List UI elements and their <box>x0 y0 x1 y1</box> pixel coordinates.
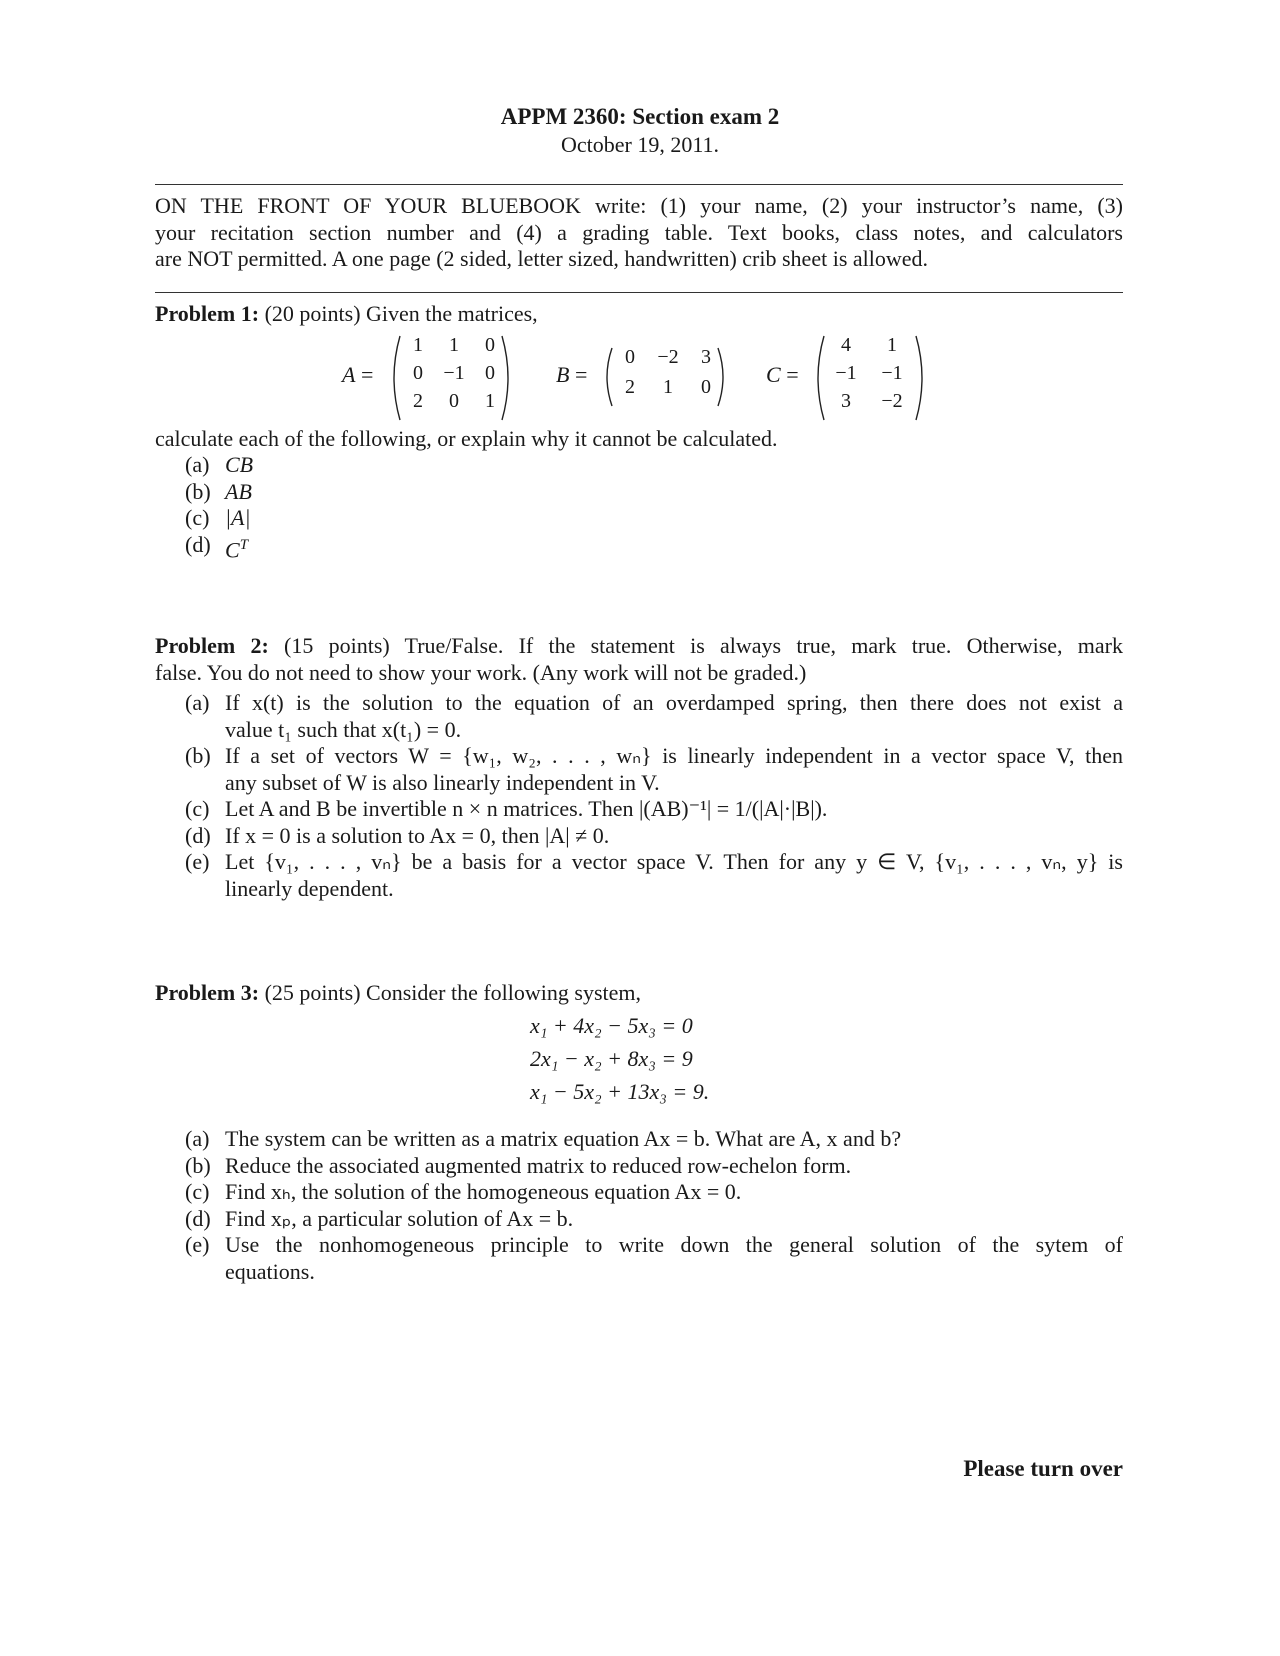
matrix-b-cell: 0 <box>701 376 711 398</box>
matrix-a-cell: 2 <box>413 390 423 412</box>
list-item: (a) If x(t) is the solution to the equation of an overdamped spring, then there does not exist a value t₁ such that x(t₁) = 0. <box>185 690 1123 742</box>
instructions-block <box>155 193 1123 273</box>
problem-2-parts <box>185 690 1123 902</box>
matrix-c-cell: −2 <box>881 390 903 412</box>
exam-title: APPM 2360: Section exam 2 <box>500 104 780 129</box>
list-item: (c) |A| <box>185 505 251 530</box>
problem-1-intro: (20 points) Given the matrices, <box>264 301 538 326</box>
matrix-a-cell: 0 <box>485 362 495 384</box>
problem-3-parts <box>185 1126 1123 1285</box>
list-item: (d) If x = 0 is a solution to Ax = 0, then |A| ≠ 0. <box>185 822 610 848</box>
matrix-a-cell: 0 <box>449 390 459 412</box>
list-item: (d) Find xₚ, a particular solution of Ax = b. <box>185 1205 574 1231</box>
matrix-a-name: A = <box>342 362 374 387</box>
list-item: (c) Let A and B be invertible n × n matrices. Then |(AB)⁻¹| = 1/(|A|·|B|). <box>185 796 828 821</box>
matrix-b-cell: 2 <box>625 376 635 398</box>
matrix-a-cell: 0 <box>413 362 423 384</box>
turn-over-note: Please turn over <box>963 1456 1123 1481</box>
list-item: (b) AB <box>185 478 252 504</box>
matrix-a-cell: 1 <box>413 334 423 356</box>
problem-1-instruction: calculate each of the following, or explain why it cannot be calculated. <box>155 426 778 451</box>
matrix-c-cell: −1 <box>881 362 903 384</box>
problem-2-intro: (15 points) True/False. If the statement is always true, mark true. Otherwise, mark <box>284 633 1123 658</box>
list-item: (b) Reduce the associated augmented matrix to reduced row-echelon form. <box>185 1152 852 1178</box>
matrix-b-name: B = <box>556 362 588 387</box>
list-item: (e) Use the nonhomogeneous principle to write down the general solution of the sytem of equations. <box>185 1232 1123 1284</box>
problem-3-label: Problem 3: <box>155 980 260 1005</box>
bottom-divider <box>155 292 1123 293</box>
matrix-b-cell: −2 <box>657 346 679 368</box>
equation-3: x₁ − 5x₂ + 13x₃ = 9. <box>530 1079 710 1104</box>
equation-1: x₁ + 4x₂ − 5x₃ = 0 <box>530 1013 693 1038</box>
problem-1-parts <box>185 452 1123 563</box>
problem-1-label: Problem 1: <box>155 301 260 326</box>
matrix-a-cell: 1 <box>449 334 459 356</box>
matrix-b-cell: 0 <box>625 346 635 368</box>
instructions-line-3: are NOT permitted. A one page (2 sided, letter sized, handwritten) crib sheet is allowed. <box>155 246 929 271</box>
list-item: (e) Let {v₁, . . . , vₙ} be a basis for a vector space V. Then for any y ∈ V, {v₁, . . . , vₙ, y} is linearly dependent. <box>185 849 1123 901</box>
matrix-b-cell: 1 <box>663 376 673 398</box>
top-divider <box>155 184 1123 185</box>
problem-3-intro: (25 points) Consider the following system, <box>264 980 641 1005</box>
exam-date: October 19, 2011. <box>560 132 720 157</box>
matrix-c-name: C = <box>766 362 799 387</box>
problem-2-heading: Problem 2: (15 points) True/False. If the statement is always true, mark true. Otherwise, mark false. You do not need to show your work. (Any work will not be graded.) <box>155 633 1123 685</box>
matrix-c-cell: 4 <box>841 334 851 356</box>
matrix-b-cell: 3 <box>701 346 711 368</box>
problem-3-heading <box>155 980 1123 1007</box>
matrix-c-cell: 3 <box>841 390 851 412</box>
matrix-a-cell: 0 <box>485 334 495 356</box>
instructions-line-2: your recitation section number and (4) a grading table. Text books, class notes, and calculators <box>155 219 1123 245</box>
matrix-a-cell: 1 <box>485 390 495 412</box>
list-item: (a) CB <box>185 452 254 477</box>
list-item: (a) The system can be written as a matrix equation Ax = b. What are A, x and b? <box>185 1126 902 1151</box>
matrix-c-cell: 1 <box>887 334 897 356</box>
matrix-c-cell: −1 <box>835 362 857 384</box>
instructions-line-1: ON THE FRONT OF YOUR BLUEBOOK write: (1) your name, (2) your instructor’s name, (3) <box>155 193 1123 218</box>
problem-1-heading <box>155 301 1123 328</box>
equation-2: 2x₁ − x₂ + 8x₃ = 9 <box>530 1046 693 1071</box>
problem-2-label: Problem 2: <box>155 633 269 658</box>
equation-system <box>530 1013 709 1112</box>
list-item: (c) Find xₕ, the solution of the homogeneous equation Ax = 0. <box>185 1179 742 1204</box>
list-item: (b) If a set of vectors W = {w₁, w₂, . . . , wₙ} is linearly independent in a vector space V, then any subset of W is also linearly independent in V. <box>185 743 1123 795</box>
list-item: (d) $C^T$ <box>185 531 249 562</box>
matrix-a-cell: −1 <box>443 362 465 384</box>
